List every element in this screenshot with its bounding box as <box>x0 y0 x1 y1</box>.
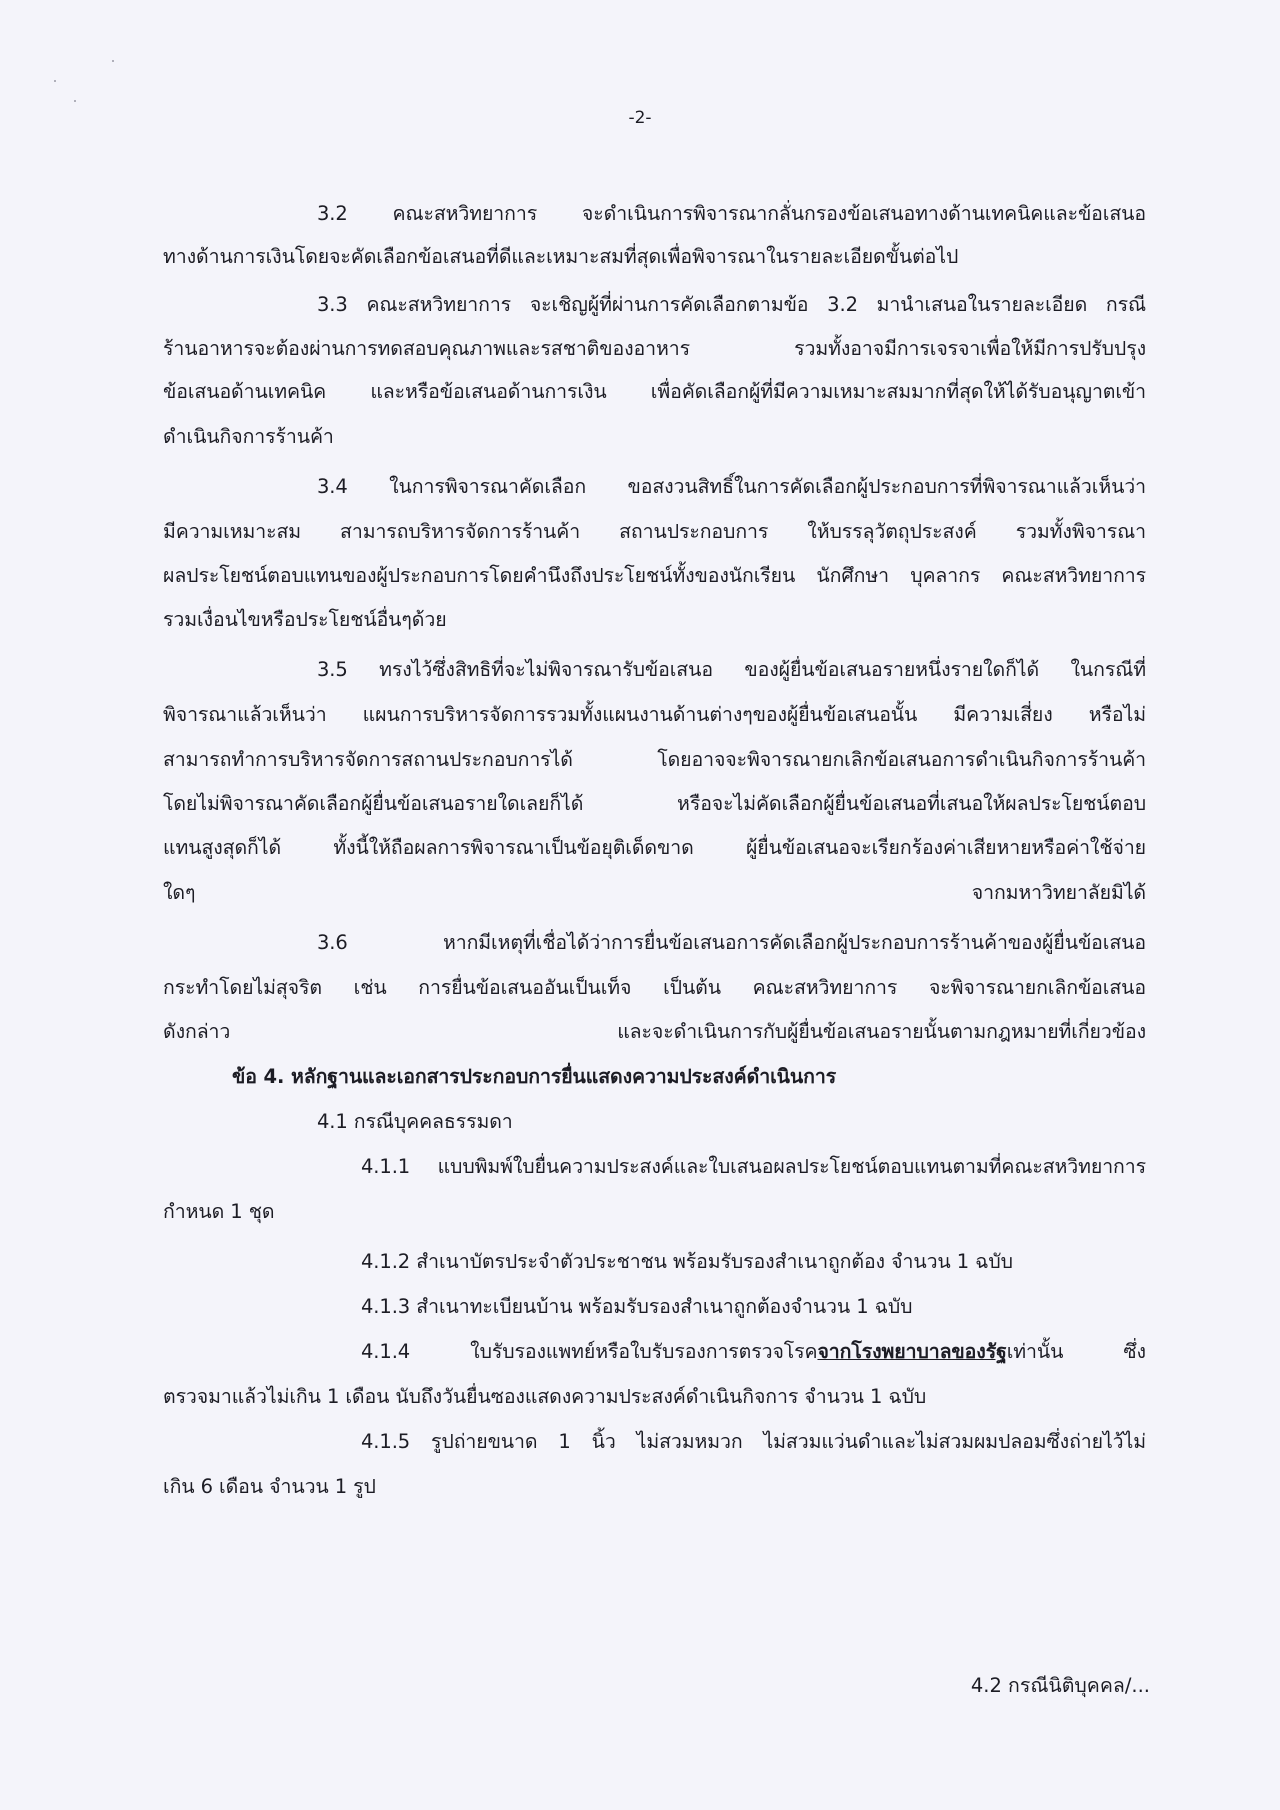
paragraph-3-5-line-1: 3.5 ทรงไว้ซึ่งสิทธิที่จะไม่พิจารณารับข้อเสนอ ของผู้ยื่นข้อเสนอรายหนึ่งรายใดก็ได้ ในกรณีที่ <box>317 658 1146 681</box>
item-4-1-5-line-1: 4.1.5 รูปถ่ายขนาด 1 นิ้ว ไม่สวมหมวก ไม่สวมแว่นดำและไม่สวมผมปลอมซึ่งถ่ายไว้ไม่ <box>361 1430 1146 1453</box>
item-4-1-2: 4.1.2 สำเนาบัตรประจำตัวประชาชน พร้อมรับรองสำเนาถูกต้อง จำนวน 1 ฉบับ <box>361 1250 1013 1273</box>
scan-speck <box>54 80 56 82</box>
paragraph-3-5-line-2: พิจารณาแล้วเห็นว่า แผนการบริหารจัดการรวมทั้งแผนงานด้านต่างๆของผู้ยื่นข้อเสนอนั้น มีความเสี่ยง หรือไม่ <box>163 703 1146 726</box>
continuation-footer: 4.2 กรณีนิติบุคคล/... <box>970 1674 1150 1697</box>
paragraph-3-5-line-5: แทนสูงสุดก็ได้ ทั้งนี้ให้ถือผลการพิจารณาเป็นข้อยุติเด็ดขาด ผู้ยื่นข้อเสนอจะเรียกร้องค่าเสียหายหรือค่าใช้จ่าย <box>163 836 1146 859</box>
section-4-heading: ข้อ 4. หลักฐานและเอกสารประกอบการยื่นแสดงความประสงค์ดำเนินการ <box>232 1065 837 1088</box>
page-number: -2- <box>628 108 652 128</box>
paragraph-3-3-line-2: ร้านอาหารจะต้องผ่านการทดสอบคุณภาพและรสชาติของอาหาร รวมทั้งอาจมีการเจรจาเพื่อให้มีการปรับปรุง <box>163 337 1146 360</box>
item-4-1-4-text-end: เท่านั้น ซึ่ง <box>1006 1340 1146 1363</box>
paragraph-3-4-line-3: ผลประโยชน์ตอบแทนของผู้ประกอบการโดยคำนึงถึงประโยชน์ทั้งของนักเรียน นักศึกษา บุคลากร คณะสหวิทยาการ <box>163 564 1146 587</box>
item-4-1-1-line-1: 4.1.1 แบบพิมพ์ใบยื่นความประสงค์และใบเสนอผลประโยชน์ตอบแทนตามที่คณะสหวิทยาการ <box>361 1155 1146 1178</box>
paragraph-3-6-line-1: 3.6 หากมีเหตุที่เชื่อได้ว่าการยื่นข้อเสนอการคัดเลือกผู้ประกอบการร้านค้าของผู้ยื่นข้อเสนอ <box>317 931 1146 954</box>
scan-speck <box>112 60 114 62</box>
subsection-4-1-heading: 4.1 กรณีบุคคลธรรมดา <box>317 1110 513 1133</box>
item-4-1-1-line-2: กำหนด 1 ชุด <box>163 1200 275 1223</box>
government-hospital-emphasis: จากโรงพยาบาลของรัฐ <box>817 1340 1007 1363</box>
paragraph-3-4-line-4: รวมเงื่อนไขหรือประโยชน์อื่นๆด้วย <box>163 608 447 631</box>
paragraph-3-2-line-2: ทางด้านการเงินโดยจะคัดเลือกข้อเสนอที่ดีและเหมาะสมที่สุดเพื่อพิจารณาในรายละเอียดขั้นต่อไป <box>163 245 959 268</box>
paragraph-3-4-line-1: 3.4 ในการพิจารณาคัดเลือก ขอสงวนสิทธิ์ในการคัดเลือกผู้ประกอบการที่พิจารณาแล้วเห็นว่า <box>317 475 1146 498</box>
item-4-1-4-line-1 <box>361 1338 1146 1366</box>
item-4-1-4-text: 4.1.4 ใบรับรองแพทย์หรือใบรับรองการตรวจโรค <box>361 1340 818 1363</box>
item-4-1-4-line-2: ตรวจมาแล้วไม่เกิน 1 เดือน นับถึงวันยื่นซองแสดงความประสงค์ดำเนินกิจการ จำนวน 1 ฉบับ <box>163 1385 927 1408</box>
paragraph-3-4-line-2: มีความเหมาะสม สามารถบริหารจัดการร้านค้า สถานประกอบการ ให้บรรลุวัตถุประสงค์ รวมทั้งพิจารณา <box>163 520 1146 543</box>
paragraph-3-5-line-4: โดยไม่พิจารณาคัดเลือกผู้ยื่นข้อเสนอรายใดเลยก็ได้ หรือจะไม่คัดเลือกผู้ยื่นข้อเสนอที่เสนอให้ผลประโยชน์ตอบ <box>163 792 1146 815</box>
paragraph-3-5-line-6: ใดๆ จากมหาวิทยาลัยมิได้ <box>163 881 1146 904</box>
scan-speck <box>74 100 76 102</box>
paragraph-3-2-line-1: 3.2 คณะสหวิทยาการ จะดำเนินการพิจารณากลั่นกรองข้อเสนอทางด้านเทคนิคและข้อเสนอ <box>317 202 1146 225</box>
paragraph-3-3-line-3: ข้อเสนอด้านเทคนิค และหรือข้อเสนอด้านการเงิน เพื่อคัดเลือกผู้ที่มีความเหมาะสมมากที่สุดให้ได้รับอนุญาตเข้า <box>163 380 1146 403</box>
item-4-1-5-line-2: เกิน 6 เดือน จำนวน 1 รูป <box>163 1475 376 1498</box>
paragraph-3-5-line-3: สามารถทำการบริหารจัดการสถานประกอบการได้ โดยอาจจะพิจารณายกเลิกข้อเสนอการดำเนินกิจการร้านค้า <box>163 748 1146 771</box>
paragraph-3-3-line-1: 3.3 คณะสหวิทยาการ จะเชิญผู้ที่ผ่านการคัดเลือกตามข้อ 3.2 มานำเสนอในรายละเอียด กรณี <box>317 293 1146 316</box>
paragraph-3-6-line-3: ดังกล่าว และจะดำเนินการกับผู้ยื่นข้อเสนอรายนั้นตามกฎหมายที่เกี่ยวข้อง <box>163 1020 1146 1043</box>
paragraph-3-3-line-4: ดำเนินกิจการร้านค้า <box>163 425 334 448</box>
item-4-1-3: 4.1.3 สำเนาทะเบียนบ้าน พร้อมรับรองสำเนาถูกต้องจำนวน 1 ฉบับ <box>361 1295 913 1318</box>
paragraph-3-6-line-2: กระทำโดยไม่สุจริต เช่น การยื่นข้อเสนออันเป็นเท็จ เป็นต้น คณะสหวิทยาการ จะพิจารณายกเลิกข้อเสนอ <box>163 976 1146 999</box>
